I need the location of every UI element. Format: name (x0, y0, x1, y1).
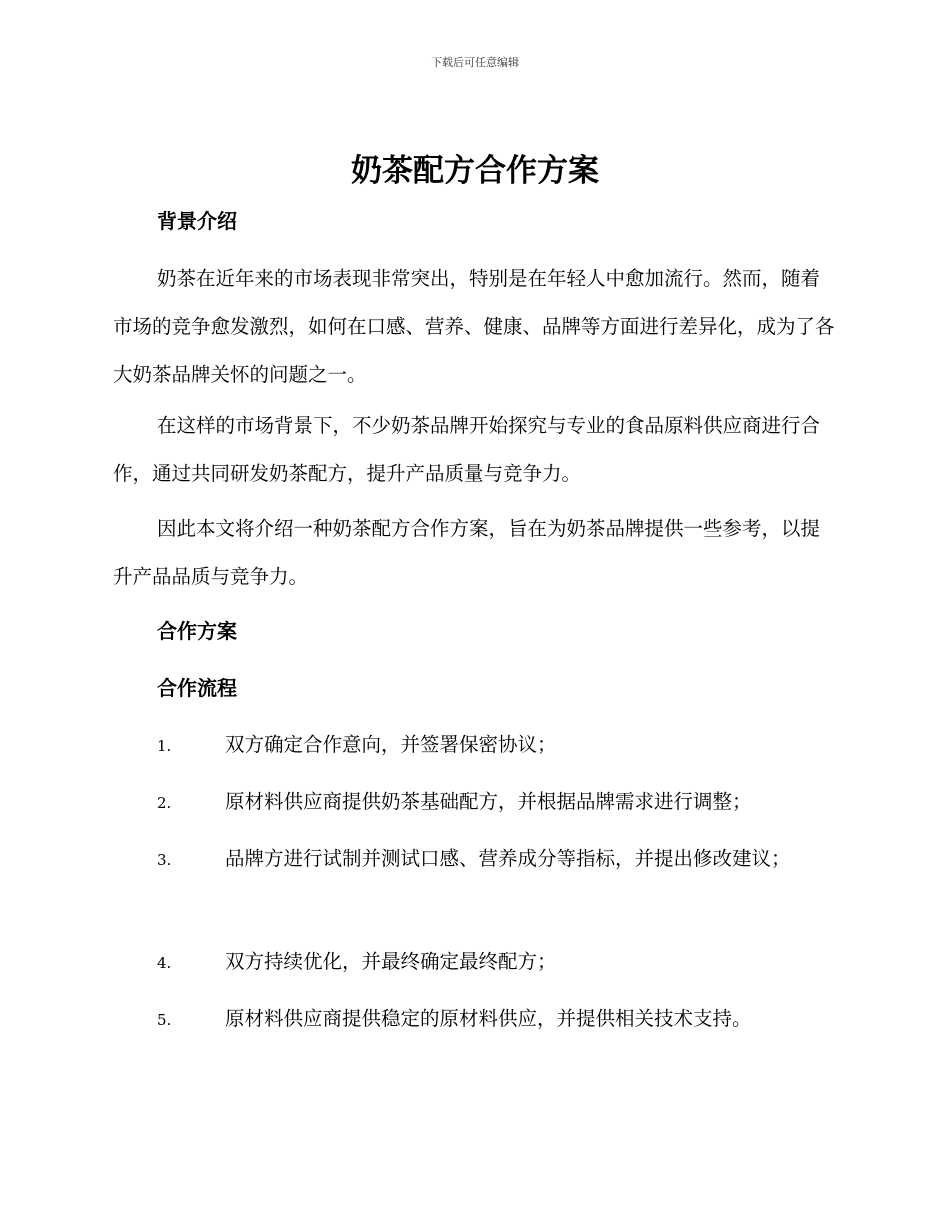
list-item (113, 938, 835, 987)
paragraph-background-1: 奶茶在近年来的市场表现非常突出，特别是在年轻人中愈加流行。然而，随着市场的竞争愈发激烈，如何在口感、营养、健康、品牌等方面进行差异化，成为了各大奶茶品牌关怀的问题之一。 (113, 267, 835, 386)
list-item (113, 995, 835, 1044)
section-heading-process: 合作流程 (157, 676, 237, 700)
list-item-number: 2. (157, 794, 172, 812)
list-item-number: 4. (157, 954, 172, 972)
list-item-number: 3. (157, 851, 172, 869)
list-item (113, 721, 835, 770)
list-item-text: 原材料供应商提供奶茶基础配方，并根据品牌需求进行调整； (225, 790, 752, 813)
section-heading-background: 背景介绍 (157, 209, 237, 233)
paragraph-background-3: 因此本文将介绍一种奶茶配方合作方案，旨在为奶茶品牌提供一些参考，以提升产品品质与竞争力。 (113, 517, 821, 588)
list-item-number: 5. (157, 1011, 172, 1029)
list-item-text: 品牌方进行试制并测试口感、营养成分等指标，并提出修改建议； (225, 847, 791, 870)
list-item-text: 原材料供应商提供稳定的原材料供应，并提供相关技术支持。 (225, 1007, 752, 1030)
page-header-note: 下载后可任意编辑 (431, 56, 519, 69)
list-item-number: 1. (157, 737, 172, 755)
section-heading-plan: 合作方案 (157, 619, 237, 643)
list-item-text: 双方持续优化，并最终确定最终配方； (225, 950, 557, 973)
paragraph-background-2: 在这样的市场背景下，不少奶茶品牌开始探究与专业的食品原料供应商进行合作，通过共同研发奶茶配方，提升产品质量与竞争力。 (113, 414, 821, 485)
list-item-text: 双方确定合作意向，并签署保密协议； (225, 733, 557, 756)
list-item (113, 778, 835, 827)
list-item (113, 835, 835, 884)
document-title: 奶茶配方合作方案 (351, 153, 599, 189)
